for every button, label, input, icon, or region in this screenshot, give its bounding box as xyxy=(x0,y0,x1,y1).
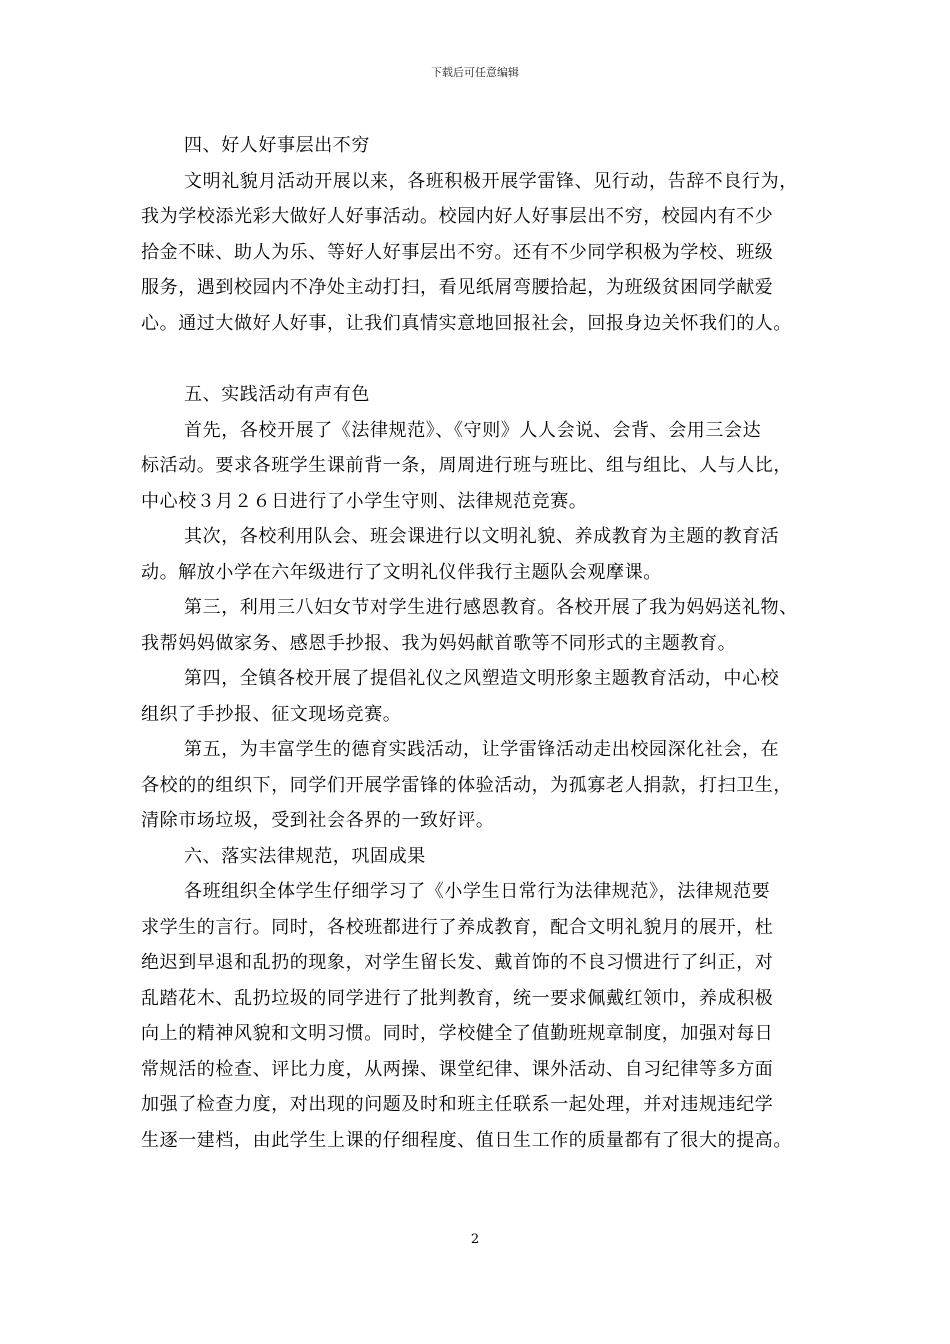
paragraph-line: 乱踏花木、乱扔垃圾的同学进行了批判教育，统一要求佩戴红领巾，养成积极 xyxy=(141,987,774,1009)
page-number: 2 xyxy=(470,1232,480,1247)
paragraph-line: 文明礼貌月活动开展以来，各班积极开展学雷锋、见行动，告辞不良行为， xyxy=(184,170,798,192)
paragraph-line: 我帮妈妈做家务、感恩手抄报、我为妈妈献首歌等不同形式的主题教育。 xyxy=(141,632,737,654)
paragraph-line: 各班组织全体学生仔细学习了《小学生日常行为法律规范》，法律规范要 xyxy=(184,881,771,902)
paragraph-line: 向上的精神风貌和文明习惯。同时，学校健全了值勤班规章制度，加强对每日 xyxy=(141,1023,774,1044)
paragraph-line: 求学生的言行。同时，各校班都进行了养成教育，配合文明礼貌月的展开，杜 xyxy=(141,916,774,938)
document-body xyxy=(141,128,831,1158)
paragraph-line: 绝迟到早退和乱扔的现象，对学生留长发、戴首饰的不良习惯进行了纠正，对 xyxy=(141,952,774,973)
page-header: 下载后可任意编辑 xyxy=(431,66,519,79)
paragraph-line: 组织了手抄报、征文现场竞赛。 xyxy=(141,703,402,725)
paragraph-line: 常规活的检查、评比力度，从两操、课堂纪律、课外活动、自习纪律等多方面 xyxy=(141,1058,774,1080)
paragraph-line: 第五，为丰富学生的德育实践活动，让学雷锋活动走出校园深化社会，在 xyxy=(184,739,780,760)
paragraph-line: 首先，各校开展了《法律规范》、《守则》人人会说、会背、会用三会达 xyxy=(184,419,762,441)
heading-section-6: 六、落实法律规范，巩固成果 xyxy=(184,845,426,867)
paragraph-line: 其次，各校利用队会、班会课进行以文明礼貌、养成教育为主题的教育活 xyxy=(184,526,780,547)
paragraph-line: 心。通过大做好人好事，让我们真情实意地回报社会，回报身边关怀我们的人。 xyxy=(141,312,792,334)
paragraph-line: 中心校３月２６日进行了小学生守则、法律规范竞赛。 xyxy=(141,490,588,512)
paragraph-line: 加强了检查力度，对出现的问题及时和班主任联系一起处理，并对违规违纪学 xyxy=(141,1094,774,1115)
paragraph-line: 第四，全镇各校开展了提倡礼仪之风塑造文明形象主题教育活动，中心校 xyxy=(184,668,780,689)
heading-section-4: 四、好人好事层出不穷 xyxy=(184,135,370,156)
paragraph-line: 各校的的组织下，同学们开展学雷锋的体验活动，为孤寡老人捐款，打扫卫生， xyxy=(141,774,792,796)
section-spacer xyxy=(141,341,831,377)
paragraph-line: 我为学校添光彩大做好人好事活动。校园内好人好事层出不穷，校园内有不少 xyxy=(141,206,774,227)
paragraph-line: 清除市场垃圾，受到社会各界的一致好评。 xyxy=(141,810,495,831)
paragraph-line: 拾金不昧、助人为乐、等好人好事层出不穷。还有不少同学积极为学校、班级 xyxy=(141,241,774,263)
paragraph-line: 动。解放小学在六年级进行了文明礼仪伴我行主题队会观摩课。 xyxy=(141,561,662,583)
paragraph-line: 第三，利用三八妇女节对学生进行感恩教育。各校开展了我为妈妈送礼物、 xyxy=(184,597,798,618)
paragraph-line: 生逐一建档，由此学生上课的仔细程度、值日生工作的质量都有了很大的提高。 xyxy=(141,1129,792,1151)
heading-section-5: 五、实践活动有声有色 xyxy=(184,384,370,405)
paragraph-line: 标活动。要求各班学生课前背一条，周周进行班与班比、组与组比、人与人比， xyxy=(141,455,792,476)
paragraph-line: 服务，遇到校园内不净处主动打扫，看见纸屑弯腰拾起，为班级贫困同学献爱 xyxy=(141,277,774,298)
